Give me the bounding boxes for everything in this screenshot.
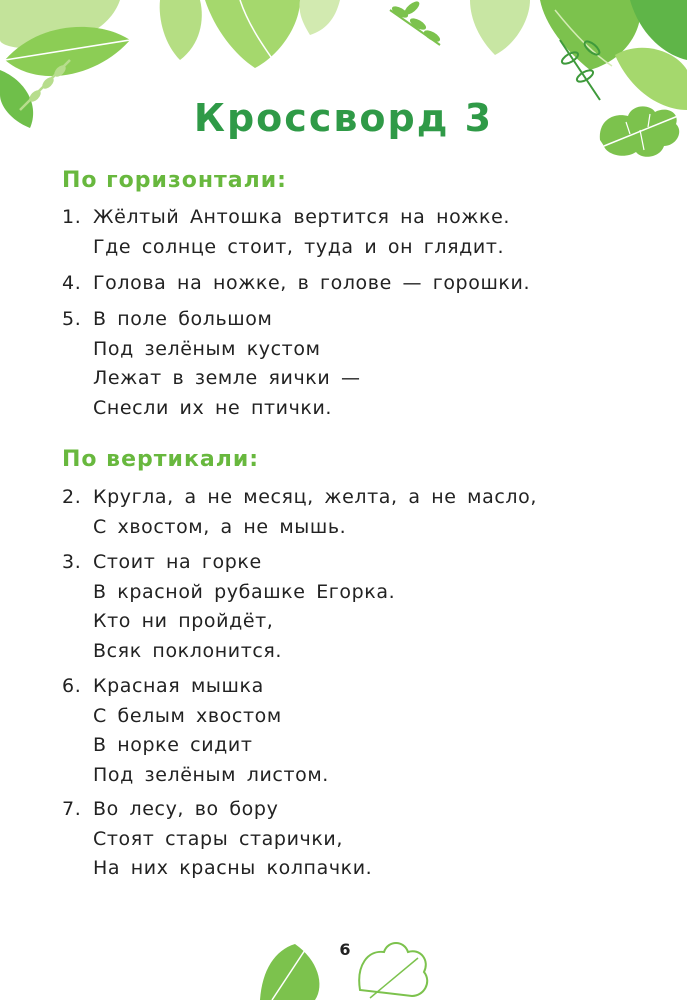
riddle-line	[62, 795, 662, 825]
riddle-2	[62, 483, 662, 542]
riddle-text: Во лесу, во бору	[93, 798, 279, 820]
riddle-line	[62, 269, 662, 299]
riddle-line	[62, 702, 662, 732]
riddle-text: Всяк поклонится.	[93, 639, 283, 662]
riddle-line	[62, 394, 662, 424]
riddle-text: С белым хвостом	[93, 704, 282, 727]
riddle-line	[62, 483, 662, 513]
riddle-line	[62, 364, 662, 394]
riddle-6	[62, 672, 662, 790]
riddle-text: Под зелёным листом.	[93, 763, 329, 786]
riddle-text: В поле большом	[93, 308, 273, 330]
riddle-number: 7.	[62, 798, 82, 820]
riddle-text: Жёлтый Антошка вертится на ножке.	[93, 206, 511, 228]
riddle-3	[62, 548, 662, 666]
riddle-number: 4.	[62, 272, 82, 294]
riddle-line	[62, 578, 662, 608]
riddle-text: Кто ни пройдёт,	[93, 610, 274, 632]
riddle-text: Красная мышка	[93, 675, 264, 697]
riddle-line	[62, 513, 662, 543]
riddle-text: Снесли их не птички.	[93, 396, 333, 419]
riddle-text: Где солнце стоит, туда и он глядит.	[93, 235, 505, 258]
riddle-text: В норке сидит	[93, 734, 253, 756]
section-heading-horizontal: По горизонтали:	[62, 168, 287, 193]
riddle-line	[62, 672, 662, 702]
riddle-5	[62, 305, 662, 423]
riddle-text: С хвостом, а не мышь.	[93, 515, 347, 538]
section-heading-vertical: По вертикали:	[62, 447, 260, 472]
riddle-line	[62, 203, 662, 233]
riddle-line	[62, 335, 662, 365]
riddle-7	[62, 795, 662, 884]
riddle-number: 1.	[62, 206, 82, 228]
riddle-line	[62, 731, 662, 761]
riddle-line	[62, 637, 662, 667]
riddle-number: 3.	[62, 551, 82, 573]
riddle-text: На них красны колпачки.	[93, 857, 373, 879]
riddle-number: 6.	[62, 675, 82, 697]
riddle-line	[62, 761, 662, 791]
riddle-number: 2.	[62, 486, 82, 508]
riddle-4	[62, 269, 662, 299]
riddle-line	[62, 825, 662, 855]
riddle-text: Лежат в земле яички —	[93, 367, 361, 389]
riddle-1	[62, 203, 662, 262]
riddle-text: В красной рубашке Егорка.	[93, 580, 396, 603]
riddle-text: Под зелёным кустом	[93, 337, 321, 360]
riddle-text: Стоит на горке	[93, 551, 262, 573]
riddle-line	[62, 548, 662, 578]
riddle-text: Голова на ножке, в голове — горошки.	[93, 272, 531, 294]
riddle-number: 5.	[62, 308, 82, 330]
riddle-text: Стоят стары старички,	[93, 827, 344, 850]
page-title: Кроссворд 3	[193, 96, 494, 140]
riddle-line	[62, 305, 662, 335]
riddle-text: Кругла, а не месяц, желта, а не масло,	[93, 486, 537, 508]
riddle-line	[62, 854, 662, 884]
riddle-line	[62, 233, 662, 263]
page-number: 6	[339, 940, 351, 959]
riddle-line	[62, 607, 662, 637]
